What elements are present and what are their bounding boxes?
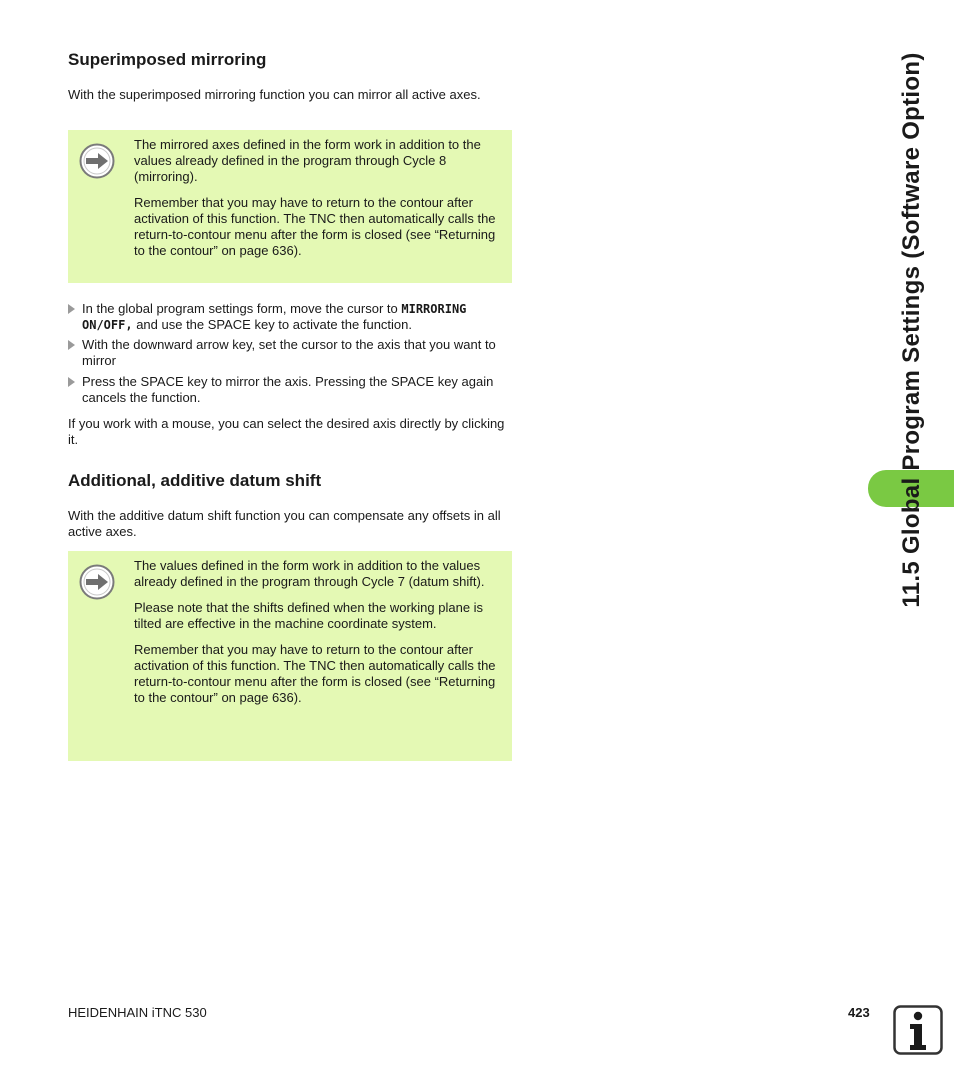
section-heading-datum-shift: Additional, additive datum shift [68,471,322,490]
datum-shift-note [68,551,512,761]
mirroring-code: MIRRORING ON/OFF, [82,302,467,332]
step-item: With the downward arrow key, set the cursor to the axis that you want to mirror [68,337,512,369]
datum-shift-intro: With the additive datum shift function you can compensate any offsets in all active axes. [68,508,501,539]
triangle-bullet-icon [68,377,75,387]
arrow-right-icon [79,564,115,600]
step-item: In the global program settings form, move the cursor to MIRRORING ON/OFF, and use the SPACE key to activate the function. [68,301,512,333]
info-icon [893,1005,943,1055]
mirroring-intro: With the superimposed mirroring function you can mirror all active axes. [68,87,481,102]
mirroring-note-text-1: The mirrored axes defined in the form work in addition to the values already defined in the program through Cycle 8 (mirroring). [134,137,481,184]
mirroring-note [68,130,512,283]
triangle-bullet-icon [68,304,75,314]
datum-note-text-1: The values defined in the form work in addition to the values already defined in the program through Cycle 7 (datum shift). [134,558,485,589]
arrow-right-icon [79,143,115,179]
datum-note-text-3: Remember that you may have to return to the contour after activation of this function. The TNC then automatically calls the return-to-contour menu after the form is closed (see “Returning to the contour” on page 636). [134,642,496,705]
page-number: 423 [848,1005,870,1020]
section-heading-mirroring: Superimposed mirroring [68,50,267,69]
datum-note-text-2: Please note that the shifts defined when the working plane is tilted are effective in the machine coordinate system. [134,600,484,631]
side-chapter-title: 11.5 Global Program Settings (Software Option) [898,52,925,608]
footer-product: HEIDENHAIN iTNC 530 [68,1005,207,1020]
mirroring-note-text-2: Remember that you may have to return to the contour after activation of this function. The TNC then automatically calls the return-to-contour menu after the form is closed (see “Returning to the contour” on page 636). [134,195,496,258]
triangle-bullet-icon [68,340,75,350]
mouse-note: If you work with a mouse, you can select the desired axis directly by clicking it. [68,416,505,447]
step-item: Press the SPACE key to mirror the axis. Pressing the SPACE key again cancels the function. [68,374,512,406]
